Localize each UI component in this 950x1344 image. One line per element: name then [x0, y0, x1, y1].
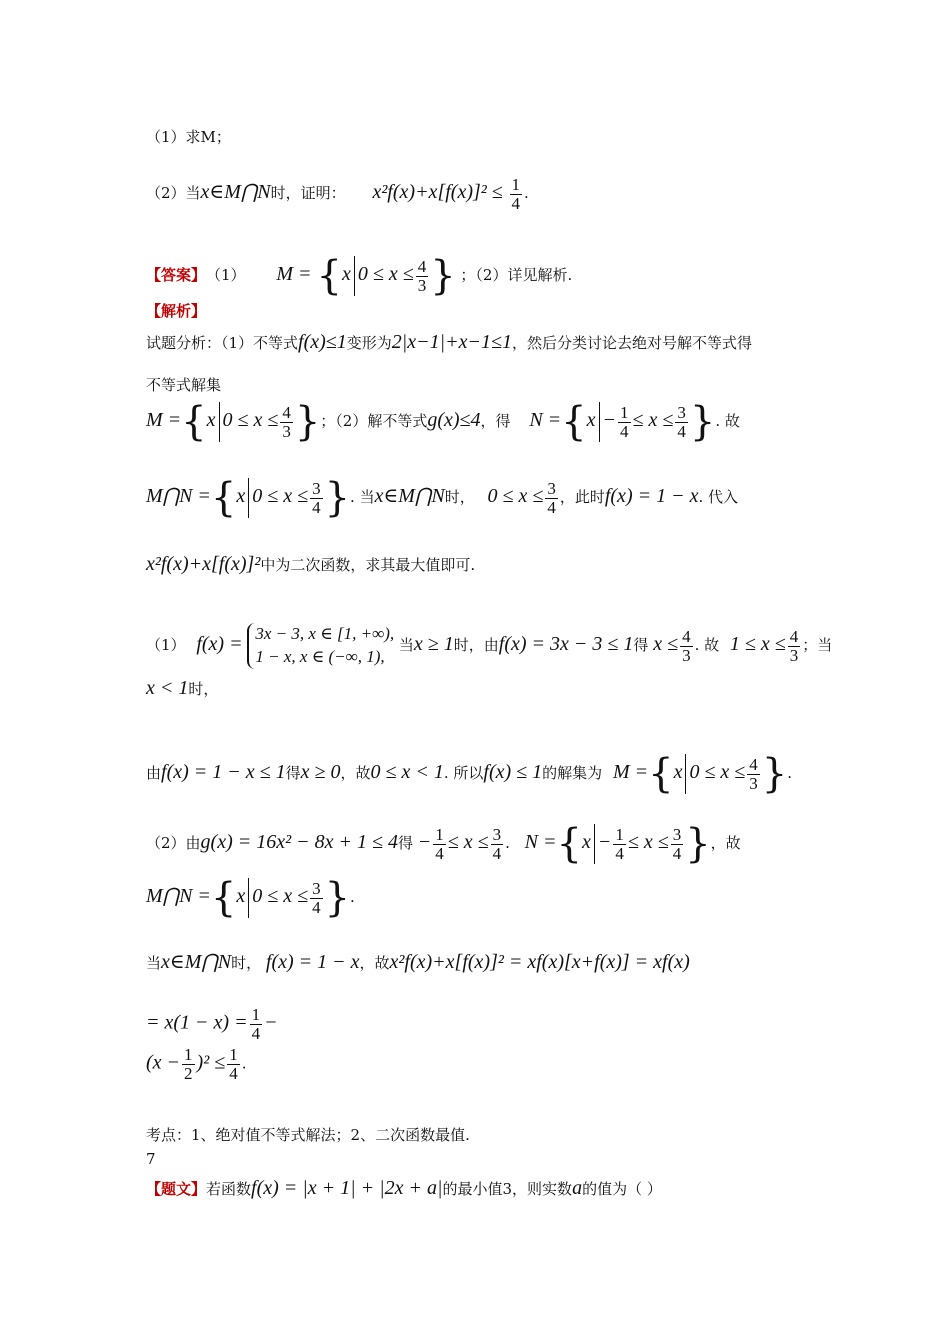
solution-line-6: 当x∈M⋂N时， f(x) = 1 − x，故x²f(x)+x[f(x)]² = xf(x)[x+f(x)] = xf(x) — [146, 951, 690, 973]
key-points: 考点：1、绝对值不等式解法；2、二次函数最值. — [146, 1126, 470, 1144]
analysis-line-5: x²f(x)+x[f(x)]²中为二次函数，求其最大值即可. — [146, 553, 476, 575]
solution-line-7: = x(1 − x) = $\frac{1}{4}$ − — [146, 1005, 278, 1043]
solution-line-8: (x − $\frac{1}{2}$ )² ≤ $\frac{1}{4}$ . — [146, 1045, 247, 1083]
answer-set-M: M = — [276, 263, 317, 285]
analysis-label: 【解析】 — [146, 302, 207, 320]
analysis-line-4: M⋂N ={x 0 ≤ x ≤ $\frac{3}{4}$ }. 当x∈M⋂N时， 0 ≤ x ≤ $\frac{3}{4}$ ，此时f(x) = 1 − x. 代入 — [146, 475, 739, 521]
answer-label: 【答案】 — [146, 266, 207, 284]
q2-condition: x∈M⋂N — [200, 181, 271, 203]
analysis-line-1: 试题分析：（1）不等式f(x)≤1变形为2|x−1|+x−1≤1，然后分类讨论去绝对号解不等式得 — [146, 331, 753, 353]
fraction-one-quarter: $\frac{1}{4}$ — [511, 174, 521, 213]
q2-expression: x²f(x)+x[f(x)]² ≤ — [372, 181, 503, 203]
solution-line-3: 由f(x) = 1 − x ≤ 1得x ≥ 0，故0 ≤ x < 1. 所以f(x) ≤ 1的解集为 M ={x 0 ≤ x ≤ $\frac{4}{3}$ }. — [146, 751, 793, 797]
question-part-1: （1）求M； — [146, 128, 231, 146]
solution-line-2: x < 1时， — [146, 677, 219, 699]
answer-line: 【答案】（1） M = {x 0 ≤ x ≤ $\frac{4}{3}$ } ；（2）详见解析. — [146, 253, 573, 299]
answer-part1: （1） — [206, 266, 246, 284]
question-part-2: （2）当x∈M⋂N时，证明： x²f(x)+x[f(x)]² ≤ $\frac{1}{4}$ . — [146, 174, 529, 213]
piecewise-function: 3x − 3, x ∈ [1, +∞), 1 − x, x ∈ (−∞, 1), — [247, 623, 394, 669]
solution-line-5: M⋂N ={x 0 ≤ x ≤ $\frac{3}{4}$ }. — [146, 875, 355, 921]
q2-middle: 时，证明： — [270, 184, 346, 202]
solution-line-4: （2）由g(x) = 16x² − 8x + 1 ≤ 4得 − $\frac{1}{4}$ ≤ x ≤ $\frac{3}{4}$ . N ={x − $\frac{1}{4}$ ≤ x ≤ $\frac{3}{4}$ }，故 — [146, 821, 741, 867]
question-label: 【题文】 — [146, 1180, 207, 1198]
solution-line-1: （1） f(x) = 3x − 3, x ∈ [1, +∞), 1 − x, x ∈ (−∞, 1), 当x ≥ 1时，由f(x) = 3x − 3 ≤ 1得 x ≤ $\frac{4}{3}$ . 故 1 ≤ x ≤ $\frac{4}{3}$ ；当 — [146, 606, 832, 669]
analysis-line-2: 不等式解集 — [146, 376, 222, 394]
answer-part2: ；（2）详见解析. — [460, 266, 573, 284]
question-number: 7 — [146, 1150, 156, 1168]
analysis-line-3: M ={x 0 ≤ x ≤ $\frac{4}{3}$ }；（2）解不等式g(x)≤4，得 N ={x − $\frac{1}{4}$ ≤ x ≤ $\frac{3}{4}$ }. 故 — [146, 399, 740, 445]
next-question: 【题文】若函数f(x) = |x + 1| + |2x + a|的最小值3，则实数a的值为（ ） — [146, 1177, 662, 1199]
q2-prefix: （2）当 — [146, 184, 201, 202]
